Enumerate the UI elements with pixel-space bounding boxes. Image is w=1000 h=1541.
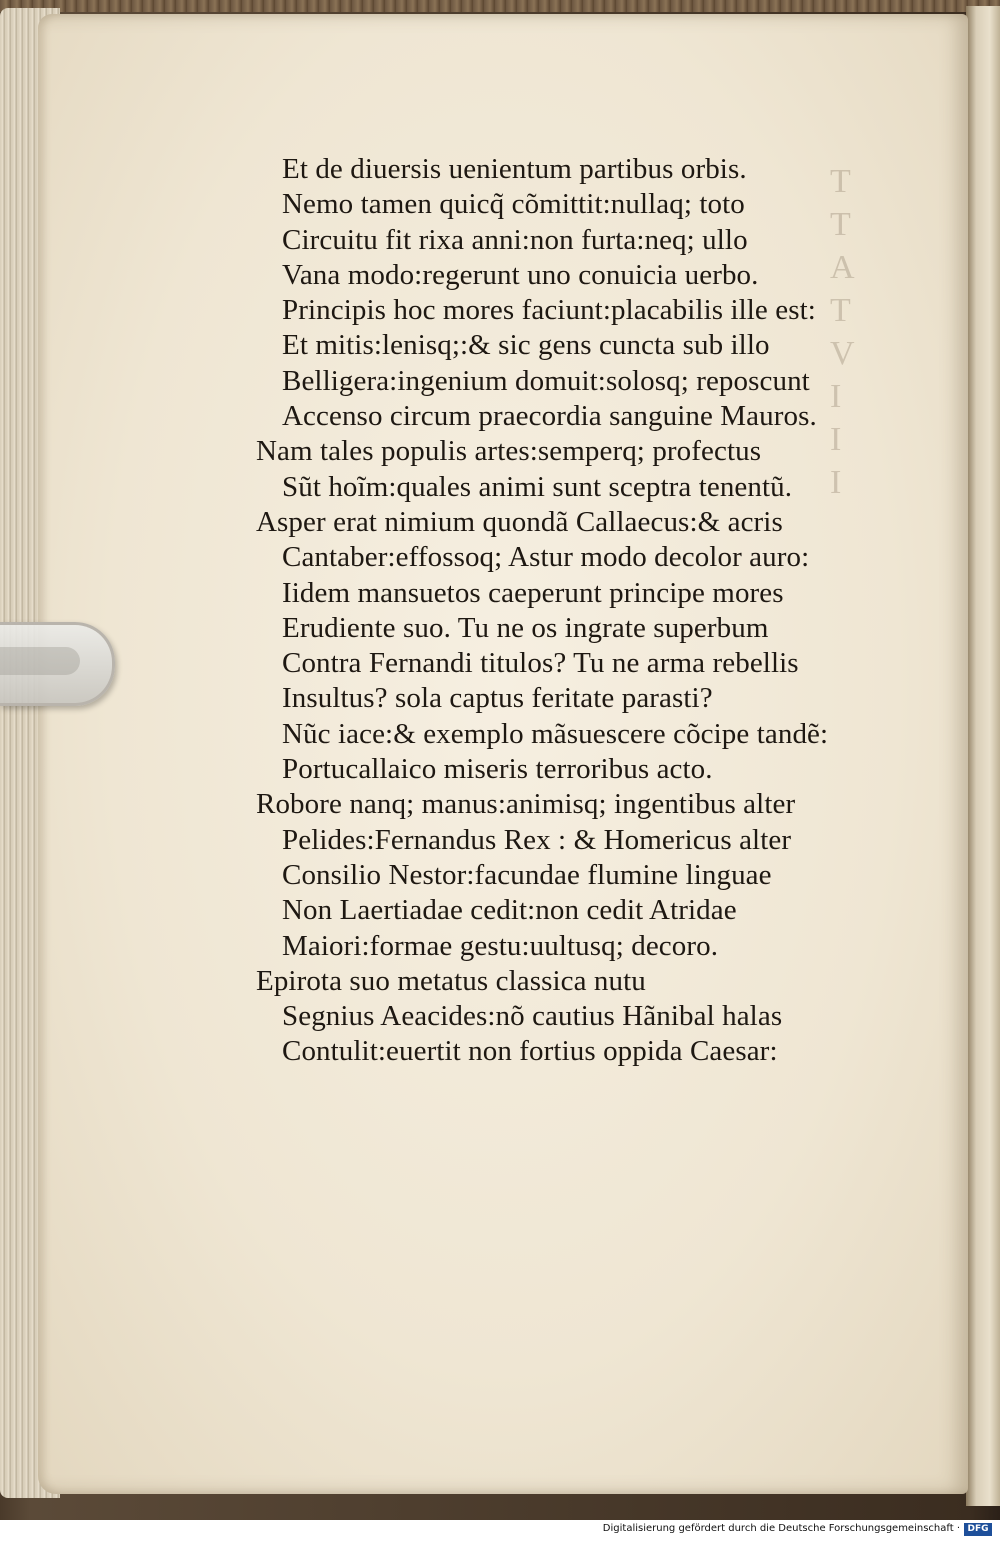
footer-bar	[0, 1520, 1000, 1541]
text-line: Contulit:euertit non fortius oppida Caesar:	[282, 1035, 778, 1068]
text-line: Non Laertiadae cedit:non cedit Atridae	[282, 894, 737, 927]
text-line: Consilio Nestor:facundae flumine linguae	[282, 858, 772, 891]
text-line: Contra Fernandi titulos? Tu ne arma rebellis	[282, 647, 799, 680]
text-line: Asper erat nimium quondã Callaecus:& acris	[256, 505, 783, 538]
text-line: Et de diuersis uenientum partibus orbis.	[282, 153, 747, 185]
text-line: Sũt hoĩm:quales animi sunt sceptra tenentũ.	[282, 470, 793, 503]
text-line: Erudiente suo. Tu ne os ingrate superbum	[282, 611, 769, 644]
text-line: Nũc iace:& exemplo mãsuescere cõcipe tandẽ:	[282, 717, 829, 750]
book-top-edge	[0, 0, 1000, 12]
text-line: Iidem mansuetos caeperunt principe mores	[282, 576, 784, 609]
text-line: Vana modo:regerunt uno conuicia uerbo.	[282, 258, 759, 291]
text-line: Accenso circum praecordia sanguine Mauros.	[282, 400, 817, 433]
text-line: Nam tales populis artes:semperq; profectus	[256, 435, 762, 468]
page-clamp	[0, 622, 115, 706]
text-line: Insultus? sola captus feritate parasti?	[282, 682, 713, 715]
text-line: Pelides:Fernandus Rex : & Homericus alter	[282, 823, 792, 856]
text-line: Et mitis:lenisq;:& sic gens cuncta sub illo	[282, 329, 770, 362]
text-line: Cantaber:effossoq; Astur modo decolor auro:	[282, 541, 810, 574]
clamp-slot	[0, 647, 80, 675]
text-line: Maiori:formae gestu:uultusq; decoro.	[282, 929, 719, 962]
footer-credit: Digitalisierung gefördert durch die Deutsche Forschungsgemeinschaft ·	[602, 1523, 960, 1534]
text-line: Portucallaico miseris terroribus acto.	[282, 753, 713, 786]
text-line: Segnius Aeacides:nõ cautius Hãnibal halas	[282, 1000, 783, 1033]
text-line: Principis hoc mores faciunt:placabilis ille est:	[282, 294, 816, 327]
text-line: Epirota suo metatus classica nutu	[256, 964, 646, 997]
poem-text-block	[256, 152, 896, 1070]
dfg-logo: DFG	[964, 1523, 992, 1536]
text-line: Nemo tamen quicq̃ cõmittit:nullaq; toto	[282, 188, 745, 221]
text-line: Belligera:ingenium domuit:solosq; reposcunt	[282, 364, 810, 397]
text-line: Robore nanq; manus:animisq; ingentibus alter	[256, 788, 796, 821]
show-through-text: T T A T V I I I	[830, 163, 855, 501]
text-line: Circuitu fit rixa anni:non furta:neq; ullo	[282, 223, 748, 256]
facing-page-edge	[966, 6, 1000, 1506]
